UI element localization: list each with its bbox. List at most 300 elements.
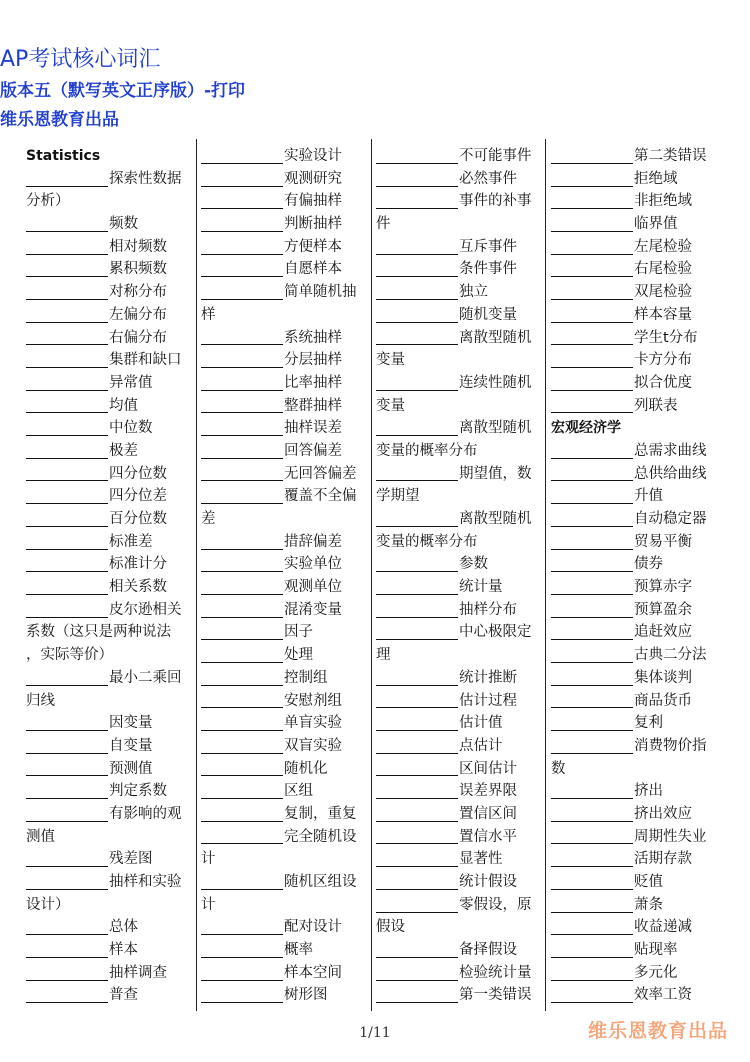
vocab-term-continuation: ，实际等价） xyxy=(26,647,113,664)
answer-blank xyxy=(201,784,283,799)
vocab-term: 债券 xyxy=(634,556,663,573)
answer-blank xyxy=(376,988,458,1003)
answer-blank xyxy=(26,398,108,413)
answer-blank xyxy=(201,398,283,413)
vocab-term: 复利 xyxy=(634,715,663,732)
vocab-entry-continuation xyxy=(376,349,538,372)
vocab-term: 萧条 xyxy=(634,896,663,913)
vocab-entry xyxy=(376,894,538,917)
answer-blank xyxy=(551,739,633,754)
vocab-entry-continuation xyxy=(376,916,538,939)
vocab-entry xyxy=(26,599,188,622)
vocab-term: 效率工资 xyxy=(634,987,692,1004)
vocab-entry xyxy=(551,304,713,327)
vocab-entry xyxy=(551,508,713,531)
vocab-entry xyxy=(551,349,713,372)
vocab-term: 百分位数 xyxy=(109,511,167,527)
vocab-term: 误差界限 xyxy=(459,783,517,800)
vocab-entry xyxy=(551,712,713,735)
answer-blank xyxy=(26,807,108,822)
vocab-entry xyxy=(376,984,538,1007)
vocab-entry xyxy=(26,758,188,781)
answer-blank xyxy=(201,829,283,844)
vocab-term: 自愿样本 xyxy=(284,261,342,278)
vocab-entry xyxy=(26,440,188,463)
vocab-entry xyxy=(201,939,363,962)
vocab-term: 区组 xyxy=(284,783,313,800)
answer-blank xyxy=(376,671,458,686)
vocab-term: 追赶效应 xyxy=(634,624,692,641)
vocab-entry xyxy=(551,553,713,576)
vocab-entry xyxy=(376,758,538,781)
vocab-term: 比率抽样 xyxy=(284,374,342,391)
vocab-term: 因子 xyxy=(284,624,313,641)
vocab-term-continuation: 差 xyxy=(201,511,216,527)
vocab-term: 显著性 xyxy=(459,851,503,868)
vocab-term: 互斥事件 xyxy=(459,238,517,255)
vocab-entry xyxy=(26,485,188,508)
vocab-term: 抽样误差 xyxy=(284,420,342,437)
answer-blank xyxy=(376,194,458,209)
vocab-entry xyxy=(26,372,188,395)
vocab-term: 控制组 xyxy=(284,669,328,686)
answer-blank xyxy=(551,217,633,232)
document-title: AP考试核心词汇 xyxy=(0,47,161,72)
vocab-term: 样本 xyxy=(109,942,138,959)
vocab-term: 单盲实验 xyxy=(284,715,342,732)
vocab-entry xyxy=(201,258,363,281)
answer-blank xyxy=(376,739,458,754)
vocab-entry-continuation xyxy=(26,826,188,849)
vocab-entry xyxy=(26,236,188,259)
answer-blank xyxy=(551,671,633,686)
vocab-term: 抽样调查 xyxy=(109,964,167,981)
vocab-entry xyxy=(26,780,188,803)
vocab-term: 分层抽样 xyxy=(284,352,342,369)
vocab-term: 异常值 xyxy=(109,374,153,391)
vocab-term: 升值 xyxy=(634,488,663,505)
vocab-entry xyxy=(201,826,363,849)
vocab-entry xyxy=(201,213,363,236)
answer-blank xyxy=(201,920,283,935)
vocab-term: 参数 xyxy=(459,556,488,573)
column-divider xyxy=(545,139,546,1011)
vocab-entry xyxy=(201,599,363,622)
vocab-entry xyxy=(201,553,363,576)
vocab-term: 判定系数 xyxy=(109,783,167,800)
vocab-entry xyxy=(551,190,713,213)
vocab-term-continuation: 件 xyxy=(376,216,391,233)
vocab-entry xyxy=(551,531,713,554)
vocab-entry xyxy=(26,281,188,304)
vocab-entry xyxy=(551,145,713,168)
vocab-term: 判断抽样 xyxy=(284,216,342,233)
vocab-entry xyxy=(376,780,538,803)
answer-blank xyxy=(376,807,458,822)
vocab-term: 样本空间 xyxy=(284,964,342,981)
answer-blank xyxy=(26,262,108,277)
answer-blank xyxy=(551,829,633,844)
vocab-entry xyxy=(201,644,363,667)
vocab-term: 随机区组设 xyxy=(284,874,357,890)
vocab-entry xyxy=(376,463,538,486)
vocab-entry xyxy=(26,962,188,985)
vocab-entry xyxy=(376,576,538,599)
vocab-entry xyxy=(26,168,188,191)
vocab-entry xyxy=(551,780,713,803)
vocab-term: 抽样分布 xyxy=(459,601,517,618)
vocab-entry-continuation xyxy=(201,848,363,871)
answer-blank xyxy=(201,194,283,209)
answer-blank xyxy=(26,172,108,187)
answer-blank xyxy=(376,512,458,527)
vocab-term: 左尾检验 xyxy=(634,238,692,255)
answer-blank xyxy=(376,149,458,164)
answer-blank xyxy=(26,580,108,595)
answer-blank xyxy=(201,489,283,504)
answer-blank xyxy=(26,466,108,481)
vocab-term: 有偏抽样 xyxy=(284,193,342,210)
answer-blank xyxy=(26,943,108,958)
vocab-term: 活期存款 xyxy=(634,851,692,868)
answer-blank xyxy=(26,285,108,300)
vocab-term: 回答偏差 xyxy=(284,442,342,459)
answer-blank xyxy=(376,625,458,640)
answer-blank xyxy=(26,330,108,345)
vocab-term: 最小二乘回 xyxy=(109,669,182,686)
vocab-term: 极差 xyxy=(109,442,138,459)
vocab-entry xyxy=(201,417,363,440)
vocab-entry xyxy=(26,258,188,281)
vocab-entry xyxy=(201,735,363,758)
vocab-entry xyxy=(201,690,363,713)
vocab-entry xyxy=(201,145,363,168)
answer-blank xyxy=(551,512,633,527)
vocab-term: 期望值，数 xyxy=(459,465,532,482)
vocab-column-2 xyxy=(201,145,363,1007)
answer-blank xyxy=(201,648,283,663)
answer-blank xyxy=(201,943,283,958)
answer-blank xyxy=(201,671,283,686)
vocab-term: 商品货币 xyxy=(634,692,692,709)
vocab-term: 复制，重复 xyxy=(284,805,357,822)
vocab-term: 置信水平 xyxy=(459,828,517,845)
vocab-entry xyxy=(551,803,713,826)
vocab-entry xyxy=(376,258,538,281)
answer-blank xyxy=(26,489,108,504)
vocab-term: 实验设计 xyxy=(284,148,342,164)
vocab-term: 右尾检验 xyxy=(634,261,692,278)
answer-blank xyxy=(26,920,108,935)
vocab-entry xyxy=(551,168,713,191)
answer-blank xyxy=(201,625,283,640)
vocab-term-continuation: 计 xyxy=(201,851,216,868)
vocab-entry xyxy=(201,190,363,213)
vocab-entry-continuation xyxy=(201,508,363,531)
vocab-entry xyxy=(376,508,538,531)
vocab-term: 置信区间 xyxy=(459,805,517,822)
vocab-term: 预测值 xyxy=(109,760,153,777)
vocab-term: 拒绝域 xyxy=(634,170,678,187)
vocab-entry xyxy=(376,304,538,327)
vocab-entry xyxy=(551,213,713,236)
vocab-term: 四分位差 xyxy=(109,488,167,505)
answer-blank xyxy=(201,875,283,890)
answer-blank xyxy=(551,920,633,935)
vocab-entry xyxy=(26,984,188,1007)
vocab-term: 贬值 xyxy=(634,874,663,890)
answer-blank xyxy=(551,693,633,708)
answer-blank xyxy=(551,943,633,958)
vocab-entry xyxy=(551,894,713,917)
vocab-entry xyxy=(551,599,713,622)
vocab-term: 连续性随机 xyxy=(459,374,532,391)
vocab-entry xyxy=(551,848,713,871)
answer-blank xyxy=(551,875,633,890)
vocab-entry xyxy=(26,213,188,236)
vocab-term: 集群和缺口 xyxy=(109,352,182,369)
answer-blank xyxy=(551,807,633,822)
vocab-term: 树形图 xyxy=(284,987,328,1004)
vocab-term: 卡方分布 xyxy=(634,352,692,369)
vocab-term: 区间估计 xyxy=(459,760,517,777)
vocab-term: 双尾检验 xyxy=(634,284,692,301)
answer-blank xyxy=(551,444,633,459)
vocab-term-continuation: 学期望 xyxy=(376,488,420,505)
vocab-entry xyxy=(376,145,538,168)
answer-blank xyxy=(551,194,633,209)
answer-blank xyxy=(551,398,633,413)
vocab-entry xyxy=(551,667,713,690)
answer-blank xyxy=(376,784,458,799)
answer-blank xyxy=(26,308,108,323)
vocab-entry xyxy=(551,395,713,418)
vocab-term: 标准差 xyxy=(109,533,153,550)
vocab-term: 观测单位 xyxy=(284,579,342,596)
answer-blank xyxy=(551,172,633,187)
vocab-entry xyxy=(376,327,538,350)
vocab-term: 拟合优度 xyxy=(634,374,692,391)
answer-blank xyxy=(376,285,458,300)
answer-blank xyxy=(376,240,458,255)
vocab-term: 条件事件 xyxy=(459,261,517,278)
answer-blank xyxy=(201,217,283,232)
vocab-entry-continuation xyxy=(26,690,188,713)
vocab-term: 方便样本 xyxy=(284,238,342,255)
answer-blank xyxy=(376,943,458,958)
vocab-entry xyxy=(551,576,713,599)
vocab-term: 不可能事件 xyxy=(459,148,532,164)
answer-blank xyxy=(26,353,108,368)
vocab-entry xyxy=(376,939,538,962)
answer-blank xyxy=(201,557,283,572)
vocab-term: 皮尔逊相关 xyxy=(109,601,182,618)
vocab-entry xyxy=(551,690,713,713)
vocab-entry-continuation xyxy=(201,894,363,917)
vocab-entry xyxy=(201,531,363,554)
vocab-entry xyxy=(551,281,713,304)
vocab-term-continuation: 数 xyxy=(551,760,566,777)
vocab-entry xyxy=(201,485,363,508)
vocab-entry xyxy=(201,463,363,486)
vocab-entry xyxy=(376,417,538,440)
vocab-entry xyxy=(201,576,363,599)
answer-blank xyxy=(26,217,108,232)
vocab-entry xyxy=(551,440,713,463)
answer-blank xyxy=(376,603,458,618)
vocab-term-continuation: 设计） xyxy=(26,896,70,913)
vocab-entry-continuation xyxy=(376,440,538,463)
vocab-term: 措辞偏差 xyxy=(284,533,342,550)
vocab-term: 简单随机抽 xyxy=(284,284,357,301)
vocab-entry xyxy=(201,916,363,939)
vocab-term: 无回答偏差 xyxy=(284,465,357,482)
vocab-term-continuation: 变量 xyxy=(376,397,405,414)
answer-blank xyxy=(201,149,283,164)
vocab-entry-continuation xyxy=(376,531,538,554)
answer-blank xyxy=(26,603,108,618)
answer-blank xyxy=(201,421,283,436)
vocab-term: 随机变量 xyxy=(459,306,517,323)
vocab-entry xyxy=(26,871,188,894)
vocab-entry xyxy=(376,667,538,690)
answer-blank xyxy=(201,172,283,187)
vocab-term: 对称分布 xyxy=(109,284,167,301)
vocab-term: 相对频数 xyxy=(109,238,167,255)
page-number: 1/11 xyxy=(359,1025,391,1041)
vocab-entry xyxy=(376,553,538,576)
answer-blank xyxy=(551,966,633,981)
vocab-entry xyxy=(376,803,538,826)
answer-blank xyxy=(551,240,633,255)
vocab-entry-continuation xyxy=(376,213,538,236)
vocab-column-3 xyxy=(376,145,538,1007)
vocab-entry xyxy=(201,327,363,350)
answer-blank xyxy=(201,807,283,822)
answer-blank xyxy=(551,580,633,595)
vocab-term: 中心极限定 xyxy=(459,624,532,641)
vocab-entry xyxy=(376,826,538,849)
answer-blank xyxy=(201,535,283,550)
vocab-term: 事件的补事 xyxy=(459,193,532,210)
answer-blank xyxy=(201,262,283,277)
vocab-term: 备择假设 xyxy=(459,942,517,959)
vocab-term: 离散型随机 xyxy=(459,420,532,437)
answer-blank xyxy=(26,852,108,867)
answer-blank xyxy=(26,966,108,981)
answer-blank xyxy=(26,761,108,776)
vocab-entry-continuation xyxy=(26,894,188,917)
answer-blank xyxy=(551,988,633,1003)
vocab-entry xyxy=(376,621,538,644)
answer-blank xyxy=(376,330,458,345)
answer-blank xyxy=(376,262,458,277)
vocab-term: 双盲实验 xyxy=(284,737,342,754)
vocab-term: 频数 xyxy=(109,216,138,233)
vocab-entry xyxy=(201,236,363,259)
answer-blank xyxy=(551,376,633,391)
answer-blank xyxy=(551,852,633,867)
vocab-entry xyxy=(26,395,188,418)
column-divider xyxy=(196,139,197,1011)
vocab-term: 左偏分布 xyxy=(109,306,167,323)
vocab-entry xyxy=(26,463,188,486)
section-heading-text: Statistics xyxy=(26,148,101,164)
vocab-term: 离散型随机 xyxy=(459,329,532,346)
vocab-term: 预算赤字 xyxy=(634,579,692,596)
vocab-entry xyxy=(201,168,363,191)
vocab-entry xyxy=(551,916,713,939)
vocab-term: 贴现率 xyxy=(634,942,678,959)
vocab-entry xyxy=(26,712,188,735)
answer-blank xyxy=(376,875,458,890)
vocab-entry xyxy=(551,939,713,962)
vocab-term: 样本容量 xyxy=(634,306,692,323)
vocab-entry xyxy=(551,485,713,508)
vocab-term: 学生t分布 xyxy=(634,329,698,346)
vocab-entry xyxy=(376,690,538,713)
vocab-term-continuation: 计 xyxy=(201,896,216,913)
answer-blank xyxy=(551,330,633,345)
vocab-term: 必然事件 xyxy=(459,170,517,187)
vocab-entry-continuation xyxy=(26,644,188,667)
answer-blank xyxy=(551,557,633,572)
answer-blank xyxy=(376,308,458,323)
answer-blank xyxy=(551,466,633,481)
document-subtitle: 版本五（默写英文正序版）-打印 xyxy=(0,81,246,101)
answer-blank xyxy=(551,285,633,300)
vocab-entry xyxy=(376,848,538,871)
vocab-entry xyxy=(201,803,363,826)
vocab-term: 随机化 xyxy=(284,760,328,777)
answer-blank xyxy=(201,240,283,255)
answer-blank xyxy=(376,421,458,436)
vocab-entry xyxy=(26,939,188,962)
section-heading xyxy=(26,145,188,168)
answer-blank xyxy=(376,466,458,481)
vocab-term: 总需求曲线 xyxy=(634,442,707,459)
column-divider xyxy=(371,139,372,1011)
vocab-term: 多元化 xyxy=(634,964,678,981)
vocab-term: 相关系数 xyxy=(109,579,167,596)
answer-blank xyxy=(551,784,633,799)
vocab-term: 右偏分布 xyxy=(109,329,167,346)
vocab-term: 实验单位 xyxy=(284,556,342,573)
vocab-term-continuation: 样 xyxy=(201,306,216,323)
answer-blank xyxy=(376,966,458,981)
vocab-term-continuation: 测值 xyxy=(26,828,55,845)
vocab-term: 自动稳定器 xyxy=(634,511,707,527)
vocab-column-1 xyxy=(26,145,188,1007)
vocab-term: 周期性失业 xyxy=(634,828,707,845)
answer-blank xyxy=(26,421,108,436)
answer-blank xyxy=(201,466,283,481)
answer-blank xyxy=(376,172,458,187)
answer-blank xyxy=(551,603,633,618)
vocab-entry xyxy=(551,372,713,395)
answer-blank xyxy=(201,603,283,618)
answer-blank xyxy=(26,875,108,890)
vocab-term: 点估计 xyxy=(459,737,503,754)
vocab-term: 因变量 xyxy=(109,715,153,732)
vocab-entry xyxy=(376,372,538,395)
answer-blank xyxy=(26,671,108,686)
answer-blank xyxy=(376,898,458,913)
vocab-entry xyxy=(201,871,363,894)
vocab-entry-continuation xyxy=(26,621,188,644)
vocab-entry xyxy=(551,621,713,644)
vocab-entry xyxy=(551,735,713,758)
